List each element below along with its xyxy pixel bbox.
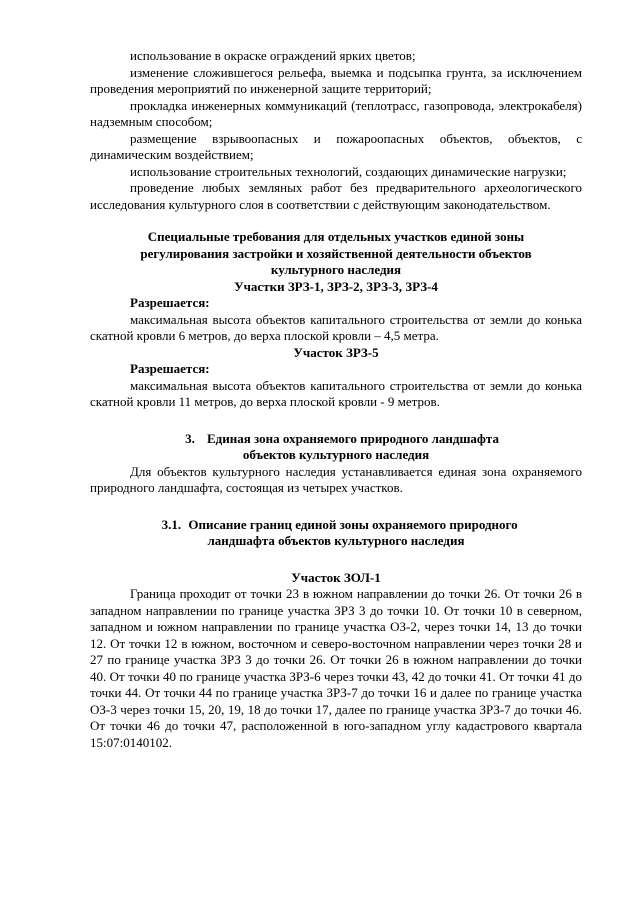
special-heading-line-1: Специальные требования для отдельных участков единой зоны xyxy=(147,229,525,244)
list-item: изменение сложившегося рельефа, выемка и подсыпка грунта, за исключением проведения мероприятий по инженерной защите территорий; xyxy=(90,64,582,96)
document-page xyxy=(90,48,582,751)
special-heading-line-3: культурного наследия xyxy=(270,262,402,277)
list-item: использование в окраске ограждений ярких цветов; xyxy=(130,48,416,63)
subheading-zrz-5: Участок ЗРЗ-5 xyxy=(293,344,379,360)
section-3-title-line-2: объектов культурного наследия xyxy=(242,447,430,462)
section-number: 3. xyxy=(185,430,195,446)
zol-1-text: Граница проходит от точки 23 в южном направлении до точки 26. От точки 26 в западном направлении по границе участка ЗРЗ 3 до точки 10. От точки 10 в северном, западном и южном направлении по границе участка ОЗ-2, через точки 14, 13 до точки 12. От точки 12 в южном, восточном и северо-восточном направлении через точки 28 и 27 по границе участка ЗРЗ 3 до точки 26. От точки 26 в южном направлении до точки 40. От точки 40 по границе участка ЗРЗ-6 через точки 43, 42 до точки 41. От точки 41 до точки 44. От точки 44 по границе участка ЗРЗ-7 до точки 16 и далее по границе участка ОЗ-3 через точки 15, 20, 19, 18 до точки 17, далее по границе участка ЗРЗ-7 до точки 46. От точки 46 до точки 47, расположенной в юго-западном углу кадастрового квартала 15:07:0140102. xyxy=(90,586,582,750)
section-number: 3.1. xyxy=(161,516,182,532)
allowed-label: Разрешается: xyxy=(130,295,210,310)
list-item: размещение взрывоопасных и пожароопасных объектов, объектов, с динамическим воздействием; xyxy=(90,130,582,162)
section-3-1-title-line-1 xyxy=(90,517,582,534)
list-item: прокладка инженерных коммуникаций (теплотрасс, газопровода, электрокабеля) надземным способом; xyxy=(90,97,582,129)
list-item: использование строительных технологий, создающих динамические нагрузки; xyxy=(130,163,567,179)
zol-1-heading: Участок ЗОЛ-1 xyxy=(291,569,381,585)
section-3-text: Для объектов культурного наследия устанавливается единая зона охраняемого природного ландшафта, состоящая из четырех участков. xyxy=(90,463,582,495)
subheading-zrz-1-4: Участки ЗРЗ-1, ЗРЗ-2, ЗРЗ-3, ЗРЗ-4 xyxy=(234,278,438,294)
section-3-1-title-line-2: ландшафта объектов культурного наследия xyxy=(207,533,465,548)
section-3-title-line-1 xyxy=(90,431,582,448)
allowed-text: максимальная высота объектов капитального строительства от земли до конька скатной кровли 11 метров, до верха плоской кровли - 9 метров. xyxy=(90,377,582,409)
special-heading-line-2: регулирования застройки и хозяйственной деятельности объектов xyxy=(140,245,532,261)
list-item: проведение любых земляных работ без предварительного археологического исследования культурного слоя в соответствии с действующим законодательством. xyxy=(90,180,582,212)
allowed-text: максимальная высота объектов капитального строительства от земли до конька скатной кровли 6 метров, до верха плоской кровли – 4,5 метра. xyxy=(90,311,582,343)
section-title: Единая зона охраняемого природного ландшафта xyxy=(207,430,499,446)
allowed-label: Разрешается: xyxy=(130,361,210,376)
section-title: Описание границ единой зоны охраняемого природного xyxy=(188,516,518,532)
